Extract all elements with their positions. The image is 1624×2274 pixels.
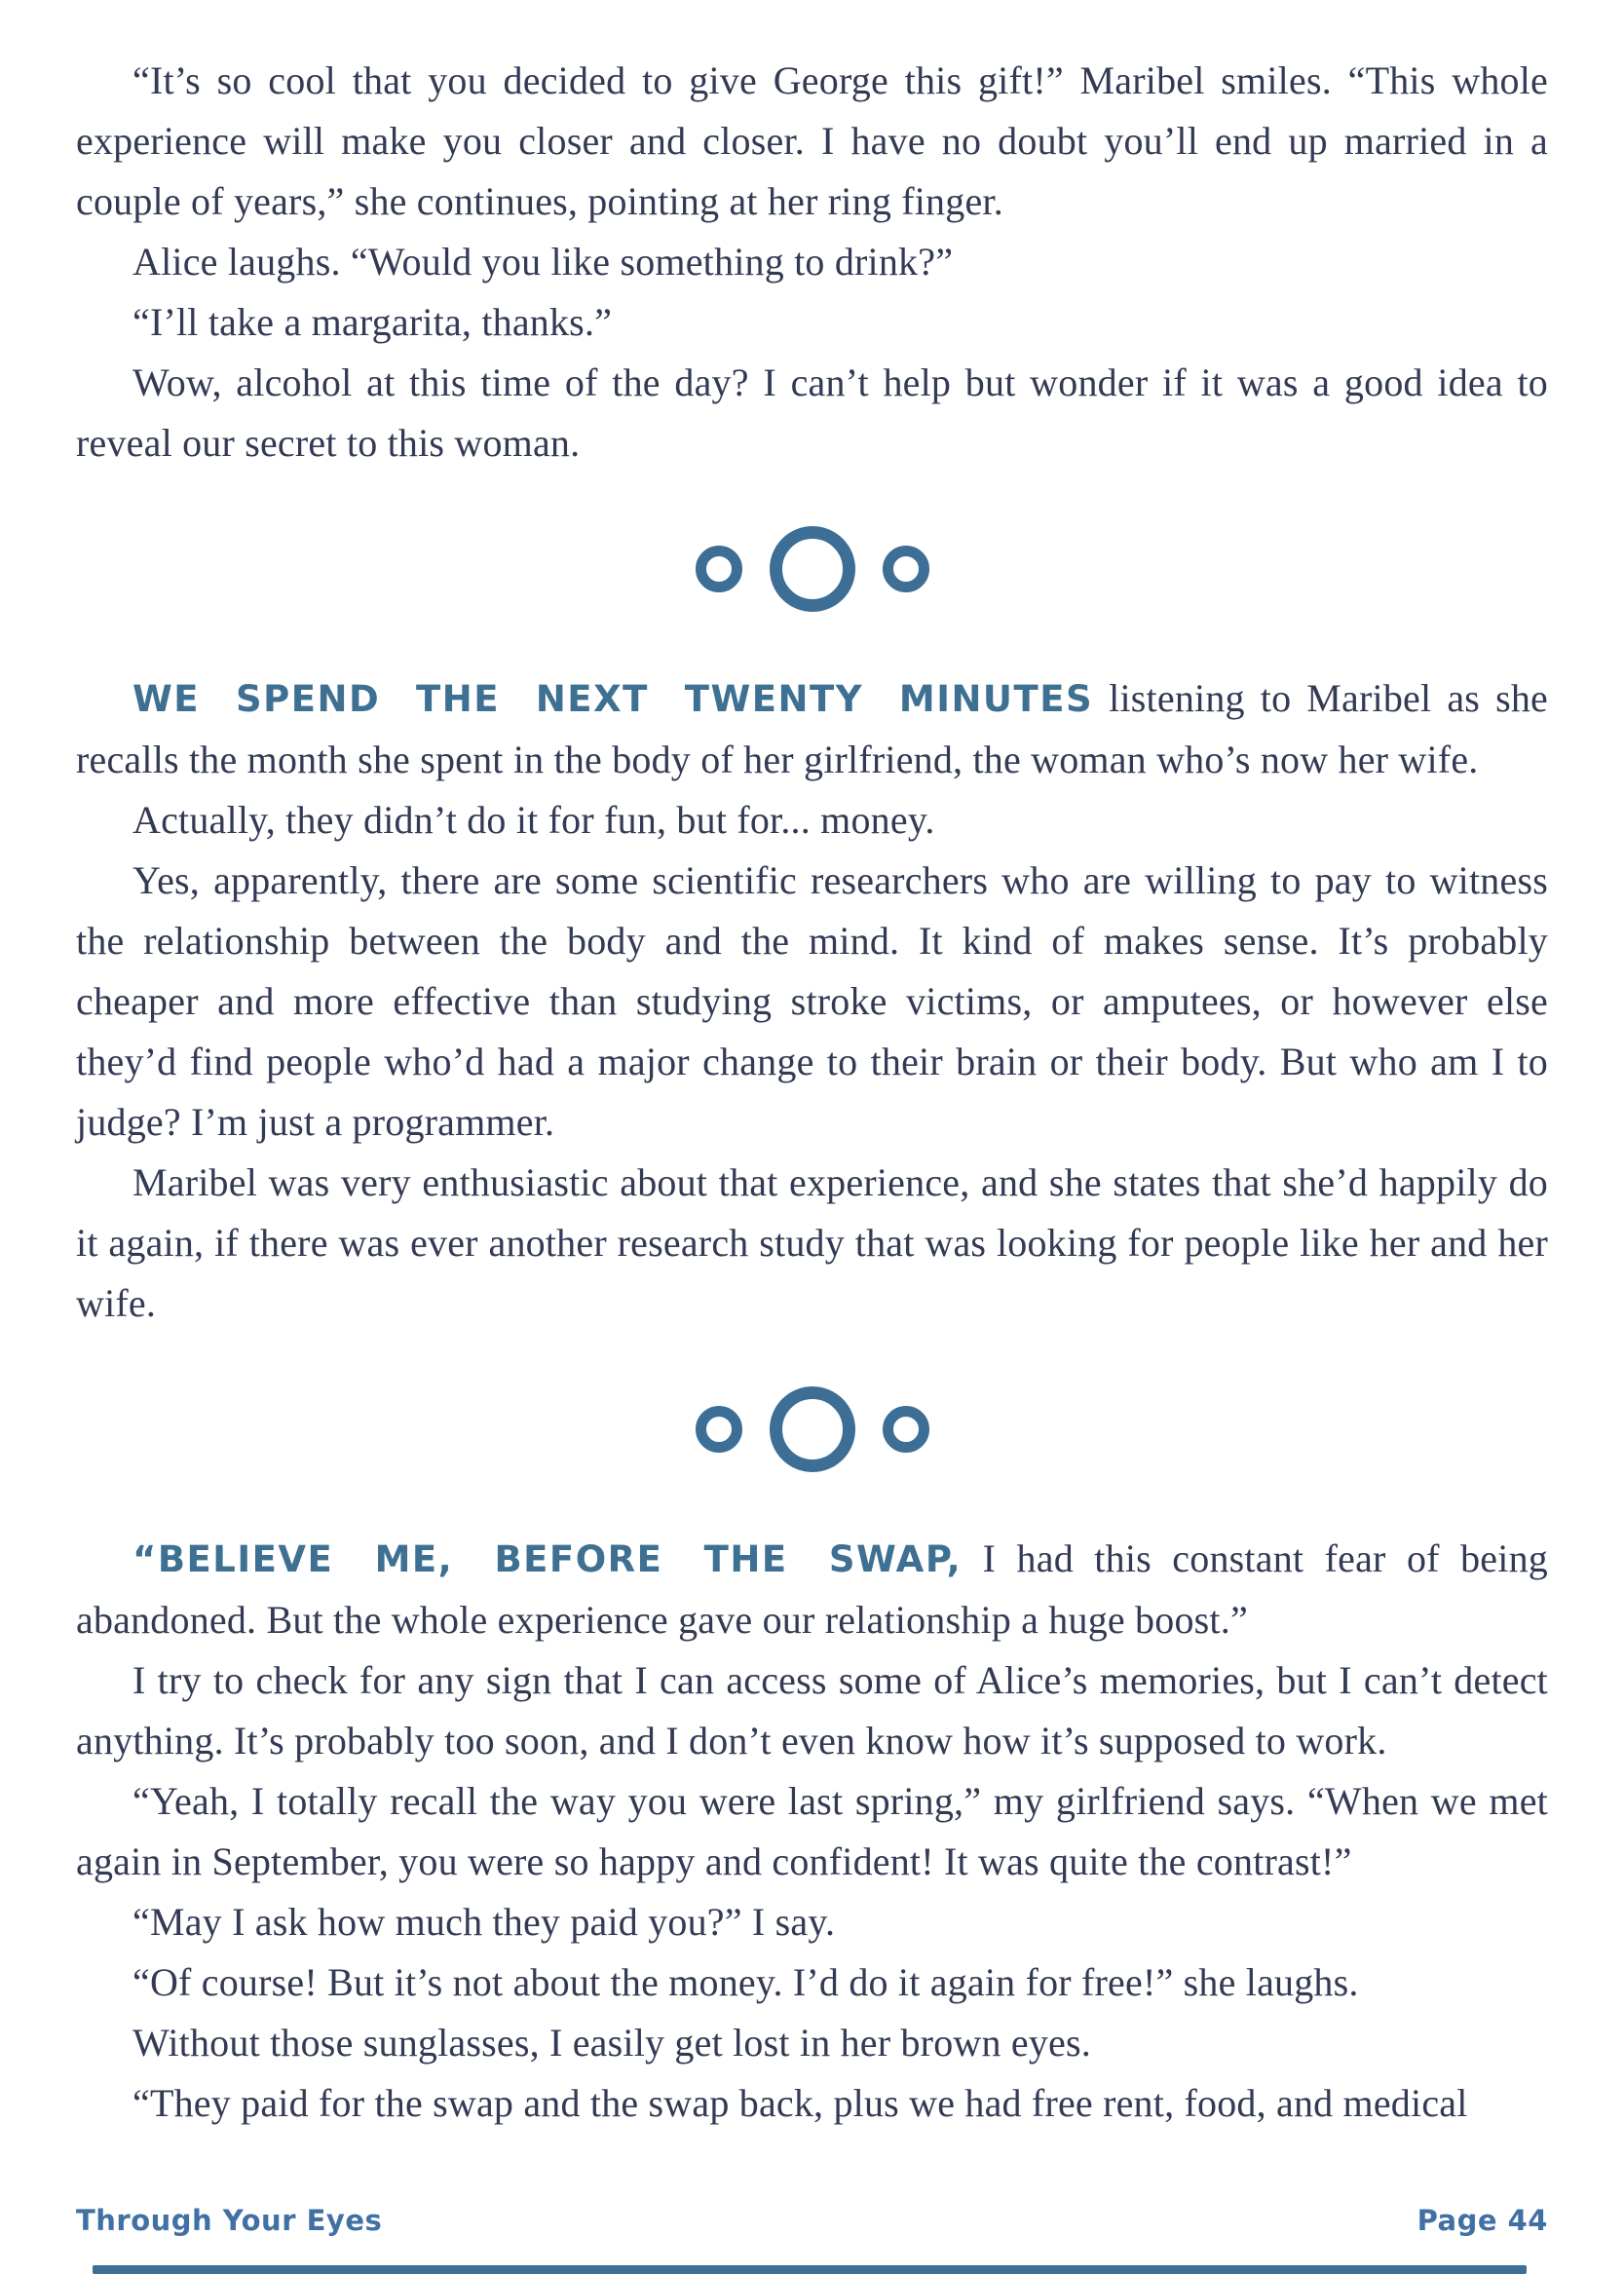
paragraph: “May I ask how much they paid you?” I say. [132,1900,836,1944]
large-circle-icon [770,1386,855,1472]
section-lead-text: “BELIEVE ME, BEFORE THE SWAP, [132,1538,963,1580]
page-footer [0,2204,1624,2274]
paragraph: Maribel was very enthusiastic about that experience, and she states that she’d happily do it again, if there was ever another research study that was looking for people like her and her wife. [76,1160,1548,1325]
small-circle-icon [883,546,929,592]
section-separator-ornament [76,1386,1548,1472]
large-circle-icon [770,526,855,612]
section-opening-paragraph [76,668,1548,790]
reading-progress-bar [93,2265,1527,2274]
paragraph: “It’s so cool that you decided to give George this gift!” Maribel smiles. “This whole experience will make you closer and closer. I have no doubt you’ll end up married in a couple of years,” she continues, pointing at her ring finger. [76,58,1548,223]
page-number: Page 44 [1416,2204,1548,2237]
paragraph: “Yeah, I totally recall the way you were last spring,” my girlfriend says. “When we met again in September, you were so happy and confident! It was quite the contrast!” [76,1779,1548,1883]
small-circle-icon [883,1406,929,1453]
section-lead-continuation: I had this constant fear of being abandoned. But the whole experience gave our relationship a huge boost.” [76,1536,1548,1642]
paragraph: “They paid for the swap and the swap back, plus we had free rent, food, and medical [132,2081,1468,2125]
paragraph: Wow, alcohol at this time of the day? I can’t help but wonder if it was a good idea to reveal our secret to this woman. [76,360,1548,465]
book-title: Through Your Eyes [76,2204,383,2237]
paragraph: “I’ll take a margarita, thanks.” [132,300,613,344]
section-lead-text: WE SPEND THE NEXT TWENTY MINUTES [132,678,1094,720]
paragraph: I try to check for any sign that I can access some of Alice’s memories, but I can’t detect anything. It’s probably too soon, and I don’t even know how it’s supposed to work. [76,1658,1548,1762]
section-separator-ornament [76,526,1548,612]
small-circle-icon [696,546,742,592]
section-opening-paragraph [76,1529,1548,1650]
small-circle-icon [696,1406,742,1453]
section-lead-continuation: listening to Maribel as she recalls the month she spent in the body of her girlfriend, the woman who’s now her wife. [76,676,1548,781]
paragraph: “Of course! But it’s not about the money. I’d do it again for free!” she laughs. [132,1960,1359,2004]
paragraph: Without those sunglasses, I easily get lost in her brown eyes. [132,2021,1091,2065]
paragraph: Yes, apparently, there are some scientific researchers who are willing to pay to witness the relationship between the body and the mind. It kind of makes sense. It’s probably cheaper and more effective than studying stroke victims, or amputees, or however else they’d find people who’d had a major change to their brain or their body. But who am I to judge? I’m just a programmer. [76,858,1548,1144]
paragraph: Alice laughs. “Would you like something to drink?” [132,240,954,284]
paragraph: Actually, they didn’t do it for fun, but for... money. [132,798,935,842]
